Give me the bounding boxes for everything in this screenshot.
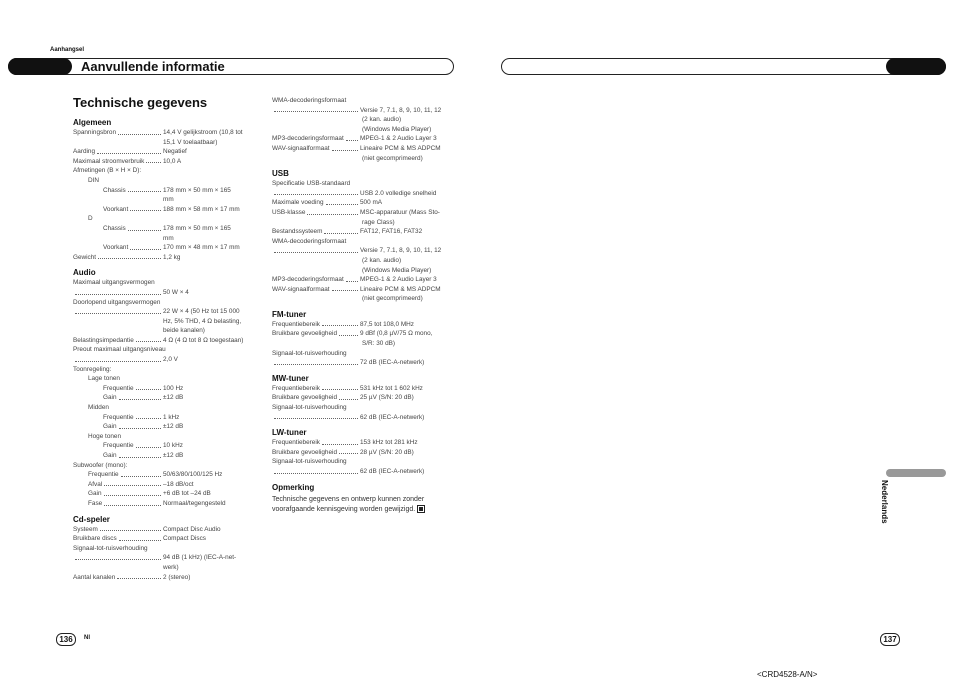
- spec-label: Afmetingen (B × H × D):: [73, 167, 142, 175]
- spec-continuation: [73, 195, 257, 205]
- spec-value: 170 mm × 48 mm × 17 mm: [163, 244, 240, 252]
- spec-row: [73, 186, 257, 196]
- spec-value: 50/63/80/100/125 Hz: [163, 471, 223, 479]
- spec-row: [272, 320, 454, 330]
- spec-value: 25 µV (S/N: 20 dB): [360, 394, 414, 402]
- leader-dots: [128, 224, 161, 231]
- spec-continuation: [73, 138, 257, 148]
- spec-row: [73, 422, 257, 432]
- leader-dots: [118, 128, 161, 135]
- spacer: [272, 115, 362, 125]
- spec-value: werk): [163, 563, 179, 571]
- leader-dots: [75, 553, 161, 560]
- leader-dots: [119, 451, 162, 458]
- spec-label: WAV-signaalformaat: [272, 285, 330, 293]
- spacer: [73, 138, 163, 148]
- spec-value: (2 kan. audio): [362, 256, 402, 264]
- spec-value: mm: [163, 196, 174, 204]
- spec-label: Bruikbare gevoeligheid: [272, 394, 338, 402]
- spec-value: S/R: 30 dB): [362, 340, 396, 348]
- spec-row: [73, 499, 257, 509]
- spec-row: [272, 208, 454, 218]
- spec-continuation: [272, 218, 454, 228]
- page-number-right: 137: [880, 633, 900, 646]
- spec-label: Aarding: [73, 148, 96, 156]
- spec-label: Specificatie USB-standaard: [272, 180, 351, 188]
- spec-label: Frequentiebereik: [272, 439, 320, 447]
- leader-dots: [104, 499, 161, 506]
- spec-value: 531 kHz tot 1 602 kHz: [360, 384, 423, 392]
- spec-value: (Windows Media Player): [362, 266, 432, 274]
- spacer: [272, 266, 362, 276]
- spec-label: WMA-decoderingsformaat: [272, 97, 347, 104]
- spec-label: Gain: [103, 394, 117, 402]
- spec-label: Bestandssysteem: [272, 228, 323, 236]
- spec-row: [272, 358, 454, 368]
- spec-value: 72 dB (IEC-A-netwerk): [360, 359, 425, 367]
- spec-label: Frequentiebereik: [272, 384, 320, 392]
- spec-label: Maximale voeding: [272, 199, 324, 207]
- spec-row: [73, 553, 257, 563]
- leader-dots: [104, 480, 161, 487]
- section-heading: FM-tuner: [272, 309, 307, 319]
- spec-value: Versie 7, 7.1, 8, 9, 10, 11, 12: [360, 247, 442, 255]
- spec-value: Compact Disc Audio: [163, 525, 221, 533]
- leader-dots: [97, 147, 161, 154]
- leader-dots: [75, 288, 161, 295]
- spec-label: WMA-decoderingsformaat: [272, 237, 347, 245]
- spacer: [272, 218, 362, 228]
- spec-continuation: [73, 234, 257, 244]
- spec-row: [73, 157, 257, 167]
- spec-value: 94 dB (1 kHz) (IEC-A-net-: [163, 554, 237, 562]
- spec-row: [272, 467, 454, 477]
- spacer: [73, 326, 163, 336]
- leader-dots: [322, 320, 358, 327]
- spec-value: 62 dB (IEC-A-netwerk): [360, 413, 425, 421]
- spec-value: mm: [163, 234, 174, 242]
- spec-row: [73, 128, 257, 138]
- spec-label: Voorkant: [103, 244, 129, 252]
- spec-column-2: [272, 96, 454, 516]
- spec-row: [73, 393, 257, 403]
- header-tab-block: [8, 58, 72, 75]
- spec-continuation: [272, 294, 454, 304]
- spec-row: [73, 147, 257, 157]
- section-header-bar-right: [501, 58, 946, 75]
- spec-label: Frequentie: [103, 384, 134, 392]
- spec-label: Voorkant: [103, 205, 129, 213]
- spec-value: Normaal/tegengesteld: [163, 499, 226, 507]
- leader-dots: [322, 384, 358, 391]
- spec-label: WAV-signaalformaat: [272, 144, 330, 152]
- spec-continuation: [73, 326, 257, 336]
- spec-label: Bruikbare discs: [73, 535, 117, 543]
- header-tab-block-right: [886, 58, 946, 75]
- language-code: Nl: [84, 635, 90, 641]
- spec-continuation: [73, 317, 257, 327]
- spec-continuation: [272, 154, 454, 164]
- spec-label: Subwoofer (mono):: [73, 461, 128, 469]
- spec-value: 9 dBf (0,8 µV/75 Ω mono,: [360, 330, 433, 338]
- spec-value: 10 kHz: [163, 442, 183, 450]
- section-title: Aanvullende informatie: [81, 59, 225, 74]
- leader-dots: [346, 134, 358, 141]
- section-heading: Cd-speler: [73, 514, 110, 524]
- spec-row: [73, 307, 257, 317]
- spec-row: [272, 134, 454, 144]
- spec-value: Compact Discs: [163, 535, 206, 543]
- spec-value: 28 µV (S/N: 20 dB): [360, 448, 414, 456]
- spec-row: [272, 393, 454, 403]
- spec-value: 178 mm × 50 mm × 165: [163, 224, 231, 232]
- spec-row: [73, 451, 257, 461]
- section-heading: Algemeen: [73, 118, 112, 127]
- spec-label: MP3-decoderingsformaat: [272, 276, 344, 284]
- spec-label: Hoge tonen: [88, 432, 122, 440]
- spec-row: [73, 288, 257, 298]
- spec-value: MPEG-1 & 2 Audio Layer 3: [360, 276, 437, 284]
- spec-value: 500 mA: [360, 199, 383, 207]
- spec-value: +6 dB tot –24 dB: [163, 490, 211, 498]
- spec-value: 10,0 A: [163, 157, 182, 165]
- spec-row: [272, 413, 454, 423]
- spec-row: [73, 253, 257, 263]
- spec-row: [73, 336, 257, 346]
- spec-value: ±12 dB: [163, 452, 184, 459]
- spec-value: FAT12, FAT16, FAT32: [360, 228, 423, 236]
- spec-label: Maximaal uitgangsvermogen: [73, 279, 155, 287]
- spacer: [272, 256, 362, 266]
- spec-row: [272, 438, 454, 448]
- spec-label: Gewicht: [73, 253, 97, 261]
- section-heading: Audio: [73, 268, 96, 278]
- spec-value: 62 dB (IEC-A-netwerk): [360, 468, 425, 475]
- spec-value: MSC-apparatuur (Mass Sto-: [360, 208, 440, 216]
- leader-dots: [117, 573, 161, 580]
- spec-label: D: [88, 215, 93, 223]
- spec-row: [73, 355, 257, 365]
- spec-value: 100 Hz: [163, 384, 184, 392]
- spec-value: 2 (stereo): [163, 573, 191, 581]
- spec-label: Maximaal stroomverbruik: [73, 157, 145, 165]
- leader-dots: [121, 470, 161, 477]
- spec-row: [272, 198, 454, 208]
- spec-label: Systeem: [73, 525, 98, 533]
- spec-label: Aantal kanalen: [73, 573, 116, 581]
- spec-value: 14,4 V gelijkstroom (10,8 tot: [163, 129, 243, 136]
- spec-value: ±12 dB: [163, 423, 184, 431]
- spacer: [272, 125, 362, 135]
- spec-label: Gain: [103, 423, 117, 431]
- spec-label: Chassis: [103, 224, 126, 232]
- spec-label: Signaal-tot-ruisverhouding: [272, 404, 347, 412]
- spec-label: Frequentie: [103, 413, 134, 421]
- end-of-section-icon: [417, 505, 425, 513]
- spec-label: Gain: [103, 452, 117, 459]
- spec-value: 4 Ω (4 Ω tot 8 Ω toegestaan): [163, 336, 244, 344]
- spec-value: Hz, 5% THD, 4 Ω belasting,: [163, 317, 242, 325]
- leader-dots: [332, 144, 358, 151]
- leader-dots: [274, 358, 358, 365]
- leader-dots: [322, 438, 358, 445]
- leader-dots: [274, 189, 358, 196]
- spec-row: [73, 205, 257, 215]
- spec-value: rage Class): [362, 218, 395, 226]
- spec-label: Signaal-tot-ruisverhouding: [272, 458, 347, 466]
- leader-dots: [100, 525, 161, 532]
- spec-continuation: [272, 339, 454, 349]
- spacer: [272, 339, 362, 349]
- spec-value: MPEG-1 & 2 Audio Layer 3: [360, 135, 437, 143]
- spec-label: Signaal-tot-ruisverhouding: [73, 544, 148, 552]
- spec-label: Frequentie: [88, 471, 119, 479]
- spec-value: (niet gecomprimeerd): [362, 154, 423, 162]
- appendix-label: Aanhangsel: [50, 47, 85, 53]
- spacer: [73, 317, 163, 327]
- leader-dots: [274, 413, 358, 420]
- leader-dots: [274, 467, 358, 474]
- spec-row: [272, 384, 454, 394]
- leader-dots: [339, 393, 358, 400]
- spec-value: 15,1 V toelaatbaar): [163, 138, 218, 146]
- spec-value: USB 2.0 volledige snelheid: [360, 189, 437, 197]
- spec-label: Gain: [88, 490, 102, 498]
- section-heading: LW-tuner: [272, 428, 307, 438]
- spec-value: Negatief: [163, 148, 187, 156]
- spec-row: [73, 384, 257, 394]
- spec-row: [73, 441, 257, 451]
- spec-value: 22 W × 4 (50 Hz tot 15 000: [163, 308, 240, 316]
- spacer: [272, 294, 362, 304]
- spec-value: 87,5 tot 108,0 MHz: [360, 320, 414, 328]
- leader-dots: [136, 336, 161, 343]
- spec-label: Midden: [88, 404, 109, 412]
- spec-label: Signaal-tot-ruisverhouding: [272, 349, 347, 357]
- spec-row: [272, 106, 454, 116]
- spacer: [73, 234, 163, 244]
- leader-dots: [307, 208, 358, 215]
- spec-row: [272, 227, 454, 237]
- spec-row: [272, 285, 454, 295]
- document-code: <CRD4528-A/N>: [757, 670, 818, 679]
- spec-value: 1,2 kg: [163, 253, 181, 261]
- spec-label: DIN: [88, 176, 100, 184]
- leader-dots: [274, 106, 358, 113]
- leader-dots: [324, 227, 358, 234]
- spec-label: Bruikbare gevoeligheid: [272, 330, 338, 338]
- spec-row: [73, 573, 257, 583]
- section-header-bar: [8, 58, 454, 75]
- section-heading: MW-tuner: [272, 373, 309, 383]
- spec-label: Toonregeling:: [73, 365, 112, 373]
- spec-value: (niet gecomprimeerd): [362, 295, 423, 303]
- spec-label: Bruikbare gevoeligheid: [272, 448, 338, 456]
- leader-dots: [130, 205, 161, 212]
- spec-value: –18 dB/oct: [163, 480, 194, 488]
- spec-value: Lineaire PCM & MS ADPCM: [360, 144, 441, 152]
- spacer: [73, 563, 163, 573]
- section-heading: USB: [272, 169, 289, 179]
- leader-dots: [326, 198, 358, 205]
- spec-row: [272, 189, 454, 199]
- leader-dots: [274, 246, 358, 253]
- spec-value: (Windows Media Player): [362, 125, 432, 133]
- spec-row: [272, 275, 454, 285]
- spec-label: Fase: [88, 499, 103, 507]
- spec-row: [73, 489, 257, 499]
- spec-label: Frequentiebereik: [272, 320, 320, 328]
- spec-value: 153 kHz tot 281 kHz: [360, 439, 418, 447]
- leader-dots: [136, 441, 161, 448]
- spec-value: 178 mm × 50 mm × 165: [163, 186, 231, 194]
- leader-dots: [119, 422, 162, 429]
- leader-dots: [119, 393, 162, 400]
- spec-label: Afval: [88, 480, 103, 488]
- spec-continuation: [73, 563, 257, 573]
- section-heading: Opmerking: [272, 482, 315, 492]
- spec-row: [272, 329, 454, 339]
- spec-continuation: [272, 256, 454, 266]
- leader-dots: [346, 275, 358, 282]
- spec-row: [272, 448, 454, 458]
- spec-row: [73, 534, 257, 544]
- leader-dots: [98, 253, 161, 260]
- spec-label: USB-klasse: [272, 208, 306, 216]
- page-number-left: 136: [56, 633, 76, 646]
- leader-dots: [339, 448, 358, 455]
- leader-dots: [136, 413, 161, 420]
- spec-row: [73, 525, 257, 535]
- spacer: [272, 154, 362, 164]
- spec-continuation: [272, 125, 454, 135]
- spec-row: [73, 470, 257, 480]
- spec-label: Lage tonen: [88, 375, 120, 383]
- spec-value: 188 mm × 58 mm × 17 mm: [163, 205, 240, 213]
- spec-row: [73, 480, 257, 490]
- spec-value: (2 kan. audio): [362, 116, 402, 124]
- spec-label: Spanningsbron: [73, 129, 116, 136]
- spec-value: Versie 7, 7.1, 8, 9, 10, 11, 12: [360, 106, 442, 114]
- spec-row: [272, 144, 454, 154]
- spec-label: Belastingsimpedantie: [73, 336, 134, 344]
- spec-value: beide kanalen): [163, 327, 205, 335]
- leader-dots: [146, 157, 161, 164]
- leader-dots: [75, 355, 161, 362]
- language-side-tab: [886, 469, 946, 477]
- spec-label: Preout maximaal uitgangsniveau: [73, 346, 166, 354]
- leader-dots: [332, 285, 358, 292]
- leader-dots: [128, 186, 161, 193]
- spec-row: [73, 224, 257, 234]
- spec-value: Lineaire PCM & MS ADPCM: [360, 285, 441, 293]
- spec-label: Frequentie: [103, 442, 134, 450]
- spec-value: 2,0 V: [163, 356, 178, 364]
- spec-label: MP3-decoderingsformaat: [272, 135, 344, 143]
- note-text: Technische gegevens en ontwerp kunnen zonder voorafgaande kennisgeving worden gewijzigd.: [272, 495, 425, 514]
- page-title: Technische gegevens: [73, 95, 208, 110]
- leader-dots: [130, 243, 161, 250]
- leader-dots: [75, 307, 161, 314]
- spec-row: [73, 243, 257, 253]
- spec-column-1: [73, 112, 257, 582]
- spec-continuation: [272, 115, 454, 125]
- spec-label: Doorlopend uitgangsvermogen: [73, 298, 161, 306]
- leader-dots: [119, 534, 161, 541]
- spec-value: 50 W × 4: [163, 288, 189, 296]
- leader-dots: [136, 384, 161, 391]
- spec-value: ±12 dB: [163, 394, 184, 402]
- spec-continuation: [272, 266, 454, 276]
- spec-value: 1 kHz: [163, 413, 180, 421]
- spec-row: [73, 413, 257, 423]
- spec-row: [272, 246, 454, 256]
- spacer: [73, 195, 163, 205]
- language-side-label: Nederlands: [880, 480, 889, 524]
- spec-label: Chassis: [103, 186, 126, 194]
- leader-dots: [104, 489, 162, 496]
- leader-dots: [339, 329, 358, 336]
